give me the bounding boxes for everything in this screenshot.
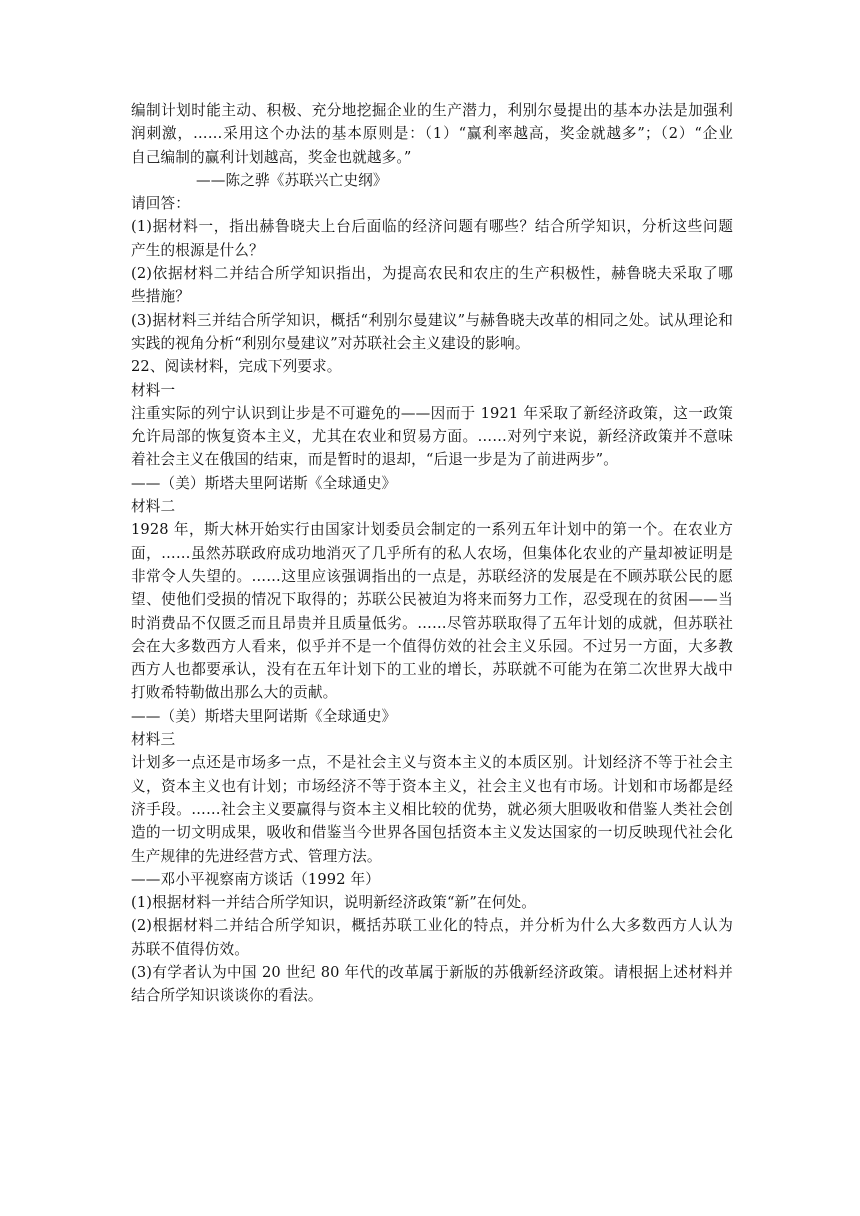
text-line: (1)据材料一，指出赫鲁晓夫上台后面临的经济问题有哪些？结合所学知识，分析这些问题	[131, 218, 733, 236]
text-line: (1)根据材料一并结合所学知识，说明新经济政策“新”在何处。	[131, 894, 536, 912]
text-line: 苏联不值得仿效。	[131, 940, 249, 958]
text-line: 西方人也都要承认，没有在五年计划下的工业的增长，苏联就不可能为在第二次世界大战中	[131, 661, 733, 679]
text-line: (3)据材料三并结合所学知识，概括“利别尔曼建议”与赫鲁晓夫改革的相同之处。试从理论和	[131, 311, 733, 329]
document-page	[131, 99, 733, 1008]
text-line: 会在大多数西方人看来，似乎并不是一个值得仿效的社会主义乐园。不过另一方面，大多教	[131, 637, 733, 655]
text-line: ——（美）斯塔夫里阿诺斯《全球通史》	[131, 474, 397, 492]
text-line: 生产规律的先进经营方式、管理方法。	[131, 847, 382, 865]
text-line: 打败希特勒做出那么大的贡献。	[131, 684, 338, 702]
text-line: 面，……虽然苏联政府成功地消灭了几乎所有的私人农场，但集体化农业的产量却被证明是	[131, 544, 733, 562]
text-line: 自己编制的赢利计划越高，奖金也就越多。”	[131, 148, 412, 166]
text-line: 材料一	[131, 381, 176, 399]
text-line: 结合所学知识谈谈你的看法。	[131, 987, 323, 1005]
text-line: 义，资本主义也有计划；市场经济不等于资本主义，社会主义也有市场。计划和市场都是经	[131, 777, 733, 795]
text-line: 润刺激，……采用这个办法的基本原则是：（1）“赢利率越高，奖金就越多”；（2）“企业	[131, 125, 733, 143]
text-line: 编制计划时能主动、积极、充分地挖掘企业的生产潜力，利别尔曼提出的基本办法是加强利	[131, 102, 733, 119]
text-line: 望、使他们受损的情况下取得的；苏联公民被迫为将来而努力工作，忍受现在的贫困——当	[131, 591, 733, 609]
text-line: 济手段。……社会主义要赢得与资本主义相比较的优势，就必须大胆吸收和借鉴人类社会创	[131, 800, 733, 818]
text-line: 实践的视角分析“利别尔曼建议”对苏联社会主义建设的影响。	[131, 334, 530, 352]
text-line: 材料三	[131, 731, 176, 749]
text-line: 允许局部的恢复资本主义，尤其在农业和贸易方面。……对列宁来说，新经济政策并不意味	[131, 428, 733, 446]
text-line: (3)有学者认为中国 20 世纪 80 年代的改革属于新版的苏俄新经济政策。请根据上述材料并	[131, 963, 733, 981]
text-line: 非常令人失望的。……这里应该强调指出的一点是，苏联经济的发展是在不顾苏联公民的愿	[131, 567, 733, 585]
text-line: ——邓小平视察南方谈话（1992 年）	[131, 870, 380, 888]
text-line: 注重实际的列宁认识到让步是不可避免的——因而于 1921 年采取了新经济政策，这一政策	[131, 404, 733, 422]
text-line: 1928 年，斯大林开始实行由国家计划委员会制定的一系列五年计划中的第一个。在农业方	[131, 521, 733, 539]
text-line: ——陈之骅《苏联兴亡史纲》	[196, 171, 388, 189]
text-line: 时消费品不仅匮乏而且昂贵并且质量低劣。……尽管苏联取得了五年计划的成就，但苏联社	[131, 614, 733, 632]
text-line: 计划多一点还是市场多一点，不是社会主义与资本主义的本质区别。计划经济不等于社会主	[131, 754, 733, 772]
text-line: 些措施？	[131, 288, 190, 306]
text-line: ——（美）斯塔夫里阿诺斯《全球通史》	[131, 707, 397, 725]
text-line: 材料二	[131, 498, 176, 516]
text-line: 造的一切文明成果，吸收和借鉴当今世界各国包括资本主义发达国家的一切反映现代社会化	[131, 824, 733, 842]
text-line: 产生的根源是什么？	[131, 241, 264, 259]
text-line: 22、阅读材料，完成下列要求。	[131, 358, 342, 376]
text-line: 请回答：	[131, 195, 190, 213]
text-line: 着社会主义在俄国的结束，而是暂时的退却，“后退一步是为了前进两步”。	[131, 451, 619, 469]
text-line: (2)依据材料二并结合所学知识指出，为提高农民和农庄的生产积极性，赫鲁晓夫采取了哪	[131, 265, 733, 283]
text-line: (2)根据材料二并结合所学知识，概括苏联工业化的特点，并分析为什么大多数西方人认为	[131, 917, 733, 935]
